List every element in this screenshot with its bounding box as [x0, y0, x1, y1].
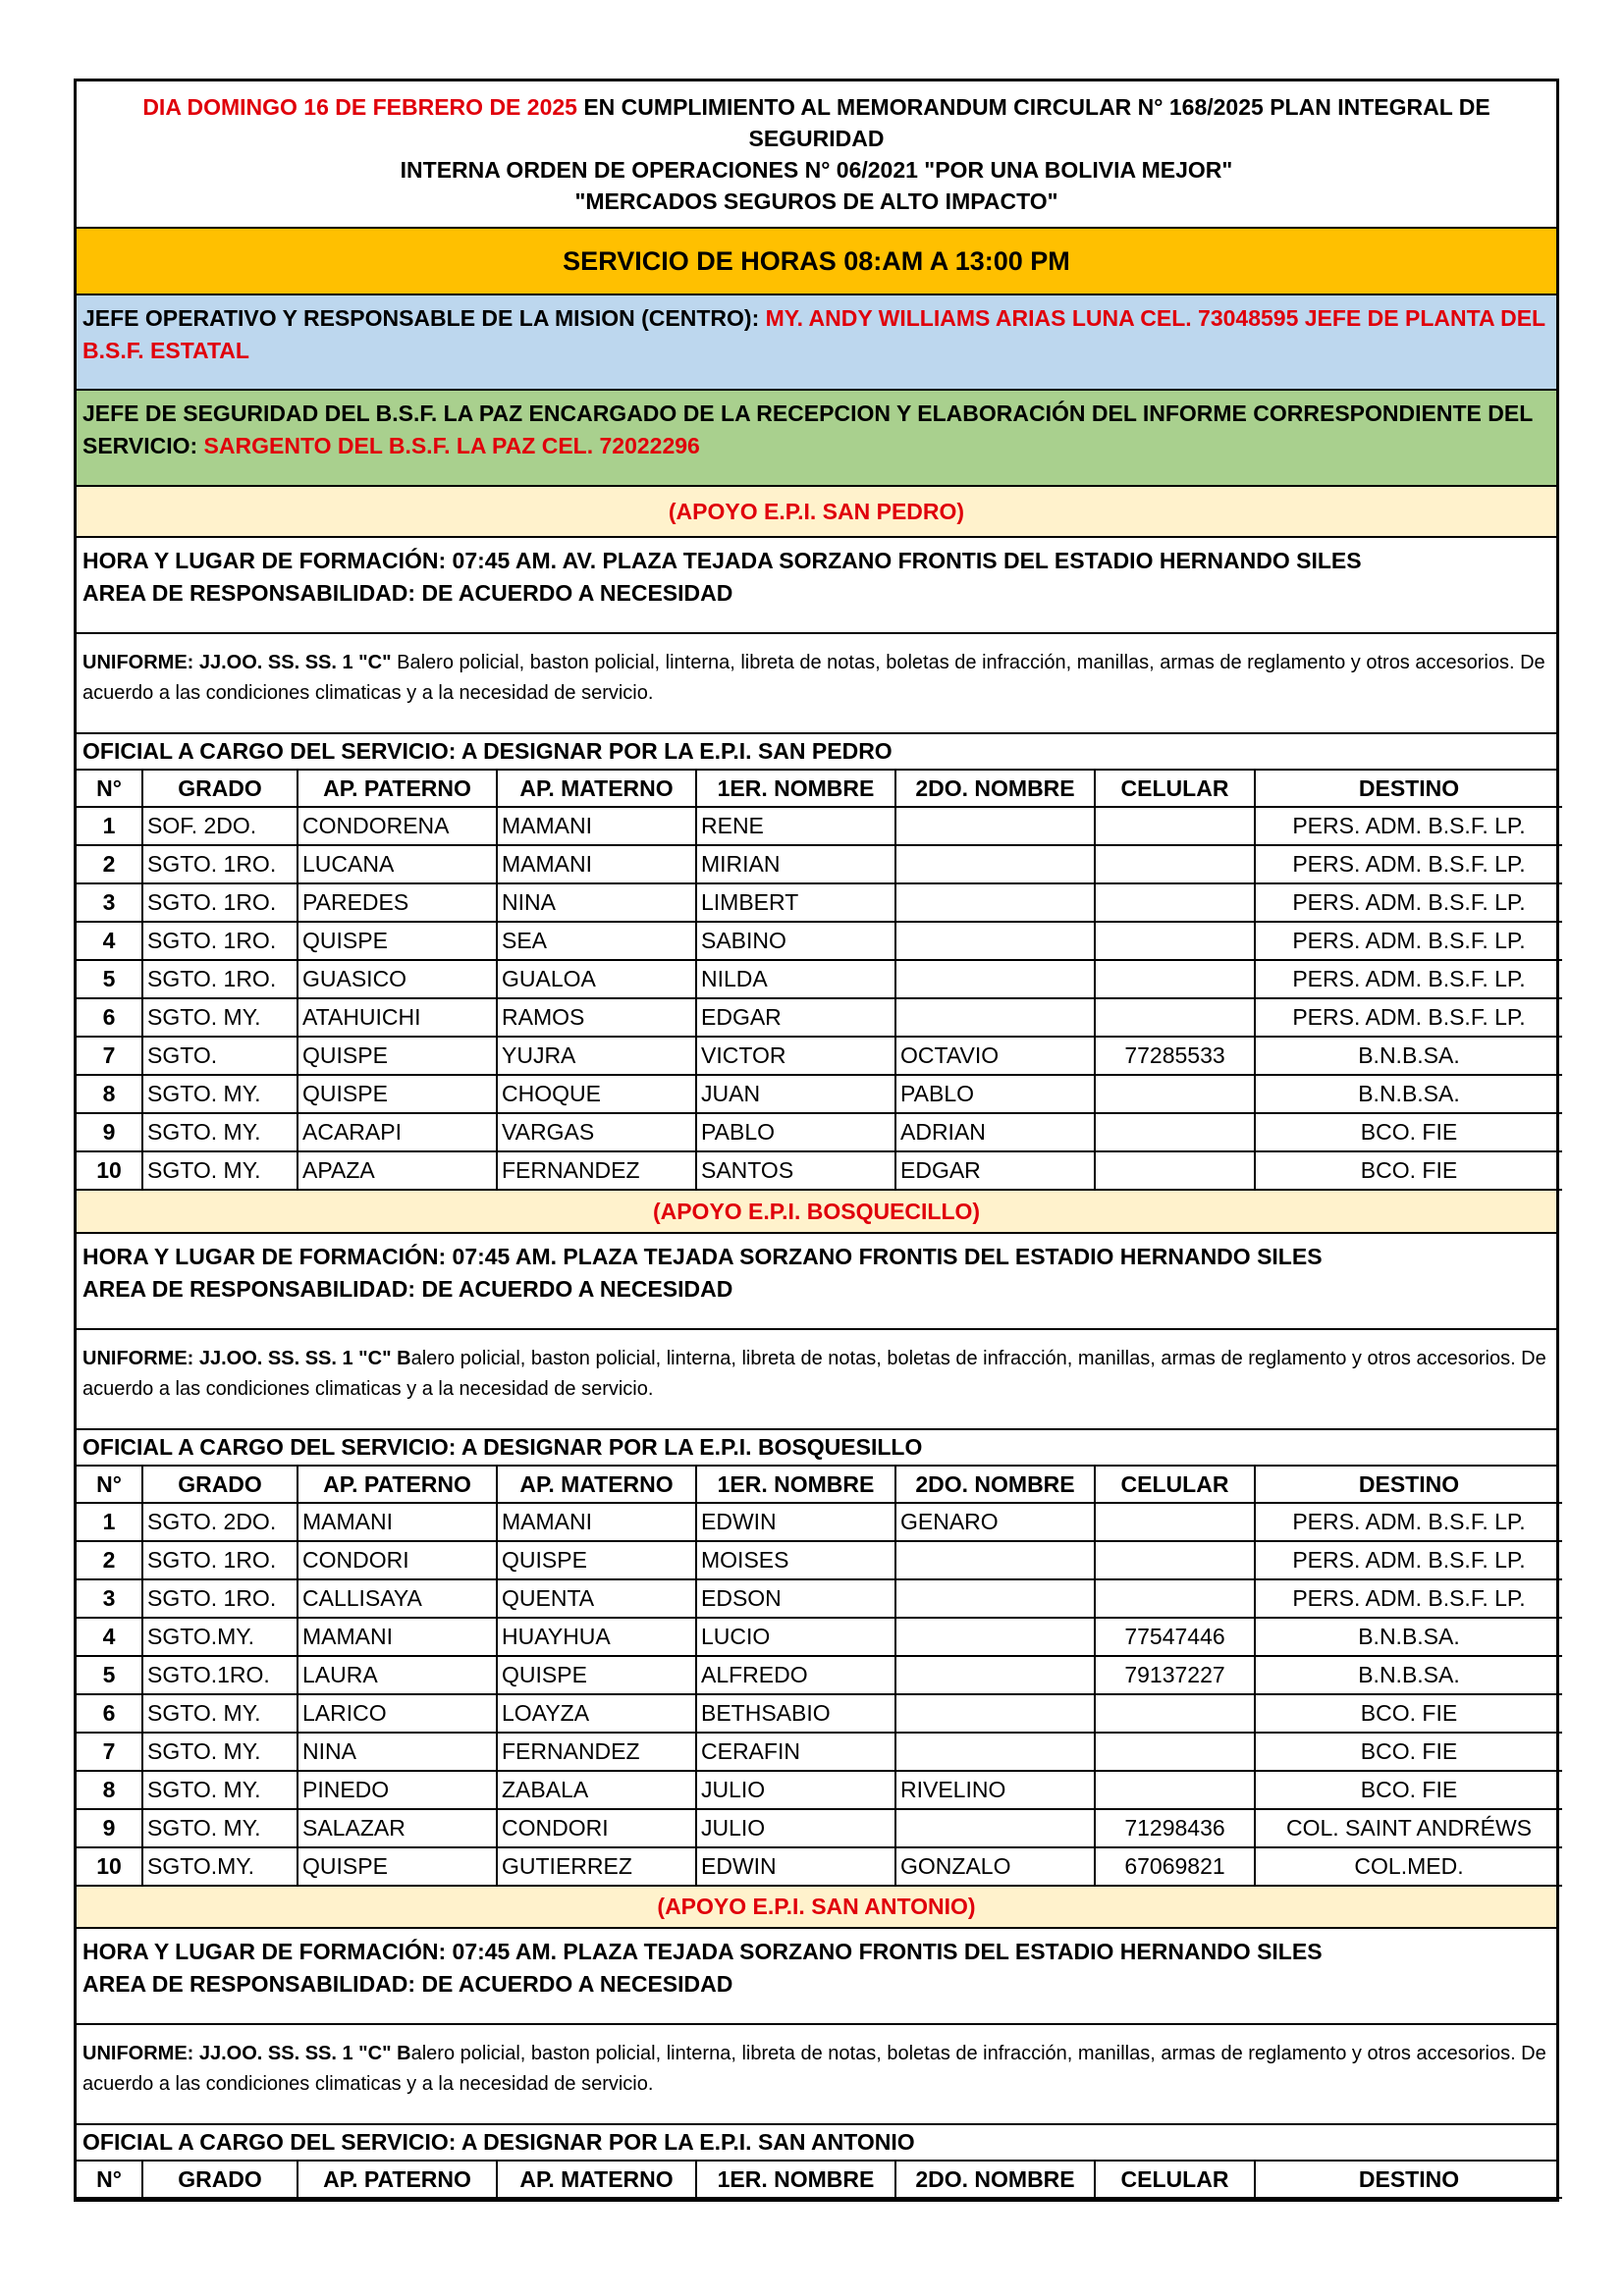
cell-second-name: GENARO	[895, 1503, 1095, 1541]
cell-phone	[1095, 1579, 1255, 1618]
cell-first-name: BETHSABIO	[696, 1694, 895, 1733]
cell-number: 8	[77, 1075, 142, 1113]
apoyo-header: (APOYO E.P.I. SAN PEDRO)	[77, 487, 1556, 538]
table-header-row	[77, 1467, 1562, 1503]
cell-number: 3	[77, 1579, 142, 1618]
cell-second-name	[895, 807, 1095, 845]
cell-first-name: JULIO	[696, 1771, 895, 1809]
column-header: CELULAR	[1095, 1467, 1255, 1503]
cell-grade: SGTO. 1RO.	[142, 845, 298, 883]
cell-last-name-maternal: NINA	[497, 883, 696, 922]
cell-grade: SGTO. 1RO.	[142, 1579, 298, 1618]
cell-grade: SGTO. 2DO.	[142, 1503, 298, 1541]
cell-grade: SGTO. MY.	[142, 1694, 298, 1733]
uniform-text: Balero policial, baston policial, linterna, libreta de notas, boletas de infracción, manillas, armas de reglamento y otros accesorios. De acuerdo a las condiciones climaticas y a la necesidad de servicio.	[82, 652, 1545, 704]
cell-second-name	[895, 845, 1095, 883]
table-row	[77, 845, 1562, 883]
cell-last-name-maternal: FERNANDEZ	[497, 1733, 696, 1771]
sections-container	[77, 487, 1556, 2199]
cell-first-name: EDWIN	[696, 1503, 895, 1541]
cell-second-name	[895, 922, 1095, 960]
cell-last-name-paternal: NINA	[298, 1733, 497, 1771]
column-header: AP. PATERNO	[298, 2162, 497, 2198]
cell-last-name-maternal: MAMANI	[497, 1503, 696, 1541]
column-header: 2DO. NOMBRE	[895, 1467, 1095, 1503]
cell-grade: SGTO. MY.	[142, 998, 298, 1037]
cell-last-name-paternal: QUISPE	[298, 1037, 497, 1075]
cell-last-name-maternal: GUTIERREZ	[497, 1847, 696, 1886]
table-row	[77, 1579, 1562, 1618]
table-header-row	[77, 771, 1562, 807]
cell-phone	[1095, 1503, 1255, 1541]
cell-last-name-paternal: CONDORI	[298, 1541, 497, 1579]
cell-phone	[1095, 998, 1255, 1037]
cell-grade: SGTO. 1RO.	[142, 883, 298, 922]
officer-in-charge: OFICIAL A CARGO DEL SERVICIO: A DESIGNAR POR LA E.P.I. SAN PEDRO	[77, 734, 1556, 771]
cell-number: 5	[77, 1656, 142, 1694]
service-hours-banner: SERVICIO DE HORAS 08:AM A 13:00 PM	[77, 229, 1556, 295]
cell-number: 9	[77, 1809, 142, 1847]
cell-phone	[1095, 1771, 1255, 1809]
uniform-label: UNIFORME: JJ.OO. SS. SS. 1 "C" B	[82, 1348, 411, 1369]
table-row	[77, 922, 1562, 960]
cell-destination: PERS. ADM. B.S.F. LP.	[1255, 922, 1562, 960]
cell-number: 2	[77, 1541, 142, 1579]
uniform-label: UNIFORME: JJ.OO. SS. SS. 1 "C" B	[82, 2043, 411, 2064]
column-header: 1ER. NOMBRE	[696, 771, 895, 807]
cell-phone: 71298436	[1095, 1809, 1255, 1847]
cell-phone	[1095, 807, 1255, 845]
cell-destination: PERS. ADM. B.S.F. LP.	[1255, 883, 1562, 922]
jefe-seguridad-row	[77, 391, 1556, 487]
formation-time-place: HORA Y LUGAR DE FORMACIÓN: 07:45 AM. PLAZA TEJADA SORZANO FRONTIS DEL ESTADIO HERNANDO SILES	[82, 1244, 1323, 1269]
table-row	[77, 960, 1562, 998]
jefe-seguridad-label: JEFE DE SEGURIDAD DEL B.S.F. LA PAZ ENCARGADO DE LA RECEPCION Y ELABORACIÓN DEL INFORME CORRESPONDIENTE DEL SERVICIO:	[82, 400, 1533, 458]
responsibility-area: AREA DE RESPONSABILIDAD: DE ACUERDO A NECESIDAD	[82, 580, 733, 606]
cell-second-name	[895, 1656, 1095, 1694]
cell-number: 1	[77, 1503, 142, 1541]
uniform-text: alero policial, baston policial, linterna, libreta de notas, boletas de infracción, manillas, armas de reglamento y otros accesorios. De acuerdo a las condiciones climaticas y a la necesidad de servicio.	[82, 2043, 1546, 2095]
header-memo: EN CUMPLIMIENTO AL MEMORANDUM CIRCULAR N° 168/2025 PLAN INTEGRAL DE SEGURIDAD	[576, 94, 1490, 151]
cell-last-name-paternal: SALAZAR	[298, 1809, 497, 1847]
cell-last-name-maternal: CONDORI	[497, 1809, 696, 1847]
cell-last-name-paternal: ATAHUICHI	[298, 998, 497, 1037]
cell-phone	[1095, 1075, 1255, 1113]
cell-second-name	[895, 1618, 1095, 1656]
column-header: DESTINO	[1255, 1467, 1562, 1503]
cell-second-name: EDGAR	[895, 1151, 1095, 1190]
cell-grade: SGTO.MY.	[142, 1618, 298, 1656]
cell-first-name: MIRIAN	[696, 845, 895, 883]
column-header: AP. MATERNO	[497, 771, 696, 807]
cell-first-name: NILDA	[696, 960, 895, 998]
cell-last-name-paternal: QUISPE	[298, 1075, 497, 1113]
table-row	[77, 1809, 1562, 1847]
column-header: DESTINO	[1255, 771, 1562, 807]
cell-last-name-maternal: HUAYHUA	[497, 1618, 696, 1656]
cell-phone	[1095, 1541, 1255, 1579]
personnel-table	[77, 1467, 1562, 1887]
column-header: GRADO	[142, 2162, 298, 2198]
cell-grade: SGTO.1RO.	[142, 1656, 298, 1694]
apoyo-header: (APOYO E.P.I. BOSQUECILLO)	[77, 1191, 1556, 1234]
column-header: GRADO	[142, 771, 298, 807]
column-header: N°	[77, 771, 142, 807]
cell-destination: COL.MED.	[1255, 1847, 1562, 1886]
cell-last-name-paternal: PAREDES	[298, 883, 497, 922]
table-row	[77, 1541, 1562, 1579]
cell-first-name: VICTOR	[696, 1037, 895, 1075]
formation-info	[77, 1234, 1556, 1330]
cell-last-name-paternal: LARICO	[298, 1694, 497, 1733]
cell-last-name-maternal: FERNANDEZ	[497, 1151, 696, 1190]
cell-second-name	[895, 1694, 1095, 1733]
table-row	[77, 883, 1562, 922]
cell-grade: SGTO. MY.	[142, 1809, 298, 1847]
cell-second-name	[895, 998, 1095, 1037]
cell-destination: PERS. ADM. B.S.F. LP.	[1255, 998, 1562, 1037]
cell-last-name-paternal: APAZA	[298, 1151, 497, 1190]
officer-in-charge: OFICIAL A CARGO DEL SERVICIO: A DESIGNAR POR LA E.P.I. BOSQUESILLO	[77, 1430, 1556, 1467]
column-header: 1ER. NOMBRE	[696, 2162, 895, 2198]
cell-phone	[1095, 1151, 1255, 1190]
cell-last-name-maternal: LOAYZA	[497, 1694, 696, 1733]
column-header: 1ER. NOMBRE	[696, 1467, 895, 1503]
cell-first-name: PABLO	[696, 1113, 895, 1151]
uniform-text: alero policial, baston policial, linterna, libreta de notas, boletas de infracción, manillas, armas de reglamento y otros accesorios. De acuerdo a las condiciones climaticas y a la necesidad de servicio.	[82, 1348, 1546, 1400]
column-header: CELULAR	[1095, 2162, 1255, 2198]
table-row	[77, 1847, 1562, 1886]
cell-grade: SGTO. MY.	[142, 1733, 298, 1771]
cell-destination: PERS. ADM. B.S.F. LP.	[1255, 1503, 1562, 1541]
cell-last-name-paternal: MAMANI	[298, 1618, 497, 1656]
cell-first-name: JULIO	[696, 1809, 895, 1847]
cell-destination: B.N.B.SA.	[1255, 1618, 1562, 1656]
column-header: N°	[77, 1467, 142, 1503]
column-header: AP. MATERNO	[497, 2162, 696, 2198]
table-row	[77, 1694, 1562, 1733]
cell-first-name: LIMBERT	[696, 883, 895, 922]
cell-destination: B.N.B.SA.	[1255, 1075, 1562, 1113]
cell-destination: BCO. FIE	[1255, 1113, 1562, 1151]
uniform-info	[77, 2025, 1556, 2125]
jefe-operativo-label: JEFE OPERATIVO Y RESPONSABLE DE LA MISION (CENTRO):	[82, 305, 766, 331]
table-row	[77, 1037, 1562, 1075]
cell-phone	[1095, 960, 1255, 998]
cell-last-name-maternal: GUALOA	[497, 960, 696, 998]
cell-last-name-paternal: CALLISAYA	[298, 1579, 497, 1618]
cell-last-name-maternal: QUISPE	[497, 1541, 696, 1579]
header-line-3: "MERCADOS SEGUROS DE ALTO IMPACTO"	[574, 188, 1058, 214]
cell-first-name: MOISES	[696, 1541, 895, 1579]
cell-first-name: LUCIO	[696, 1618, 895, 1656]
cell-last-name-paternal: LUCANA	[298, 845, 497, 883]
cell-second-name	[895, 1579, 1095, 1618]
document-sheet	[74, 79, 1559, 2202]
cell-destination: B.N.B.SA.	[1255, 1656, 1562, 1694]
cell-phone	[1095, 1733, 1255, 1771]
cell-second-name	[895, 883, 1095, 922]
cell-number: 4	[77, 1618, 142, 1656]
column-header: GRADO	[142, 1467, 298, 1503]
cell-second-name	[895, 1541, 1095, 1579]
cell-destination: PERS. ADM. B.S.F. LP.	[1255, 1541, 1562, 1579]
cell-phone: 77285533	[1095, 1037, 1255, 1075]
cell-destination: B.N.B.SA.	[1255, 1037, 1562, 1075]
cell-destination: BCO. FIE	[1255, 1694, 1562, 1733]
cell-number: 5	[77, 960, 142, 998]
cell-grade: SGTO. 1RO.	[142, 960, 298, 998]
cell-second-name	[895, 1733, 1095, 1771]
cell-number: 7	[77, 1733, 142, 1771]
cell-first-name: EDWIN	[696, 1847, 895, 1886]
table-row	[77, 1113, 1562, 1151]
uniform-label: UNIFORME: JJ.OO. SS. SS. 1 "C"	[82, 652, 392, 673]
cell-last-name-maternal: SEA	[497, 922, 696, 960]
column-header: AP. MATERNO	[497, 1467, 696, 1503]
formation-time-place: HORA Y LUGAR DE FORMACIÓN: 07:45 AM. PLAZA TEJADA SORZANO FRONTIS DEL ESTADIO HERNANDO SILES	[82, 1939, 1323, 1964]
cell-destination: BCO. FIE	[1255, 1151, 1562, 1190]
table-row	[77, 1151, 1562, 1190]
cell-phone	[1095, 1694, 1255, 1733]
table-row	[77, 1503, 1562, 1541]
header-date: DIA DOMINGO 16 DE FEBRERO DE 2025	[142, 94, 577, 120]
cell-number: 6	[77, 998, 142, 1037]
cell-last-name-paternal: MAMANI	[298, 1503, 497, 1541]
header-line-2: INTERNA ORDEN DE OPERACIONES N° 06/2021 "POR UNA BOLIVIA MEJOR"	[400, 157, 1233, 183]
cell-last-name-maternal: ZABALA	[497, 1771, 696, 1809]
cell-last-name-maternal: MAMANI	[497, 807, 696, 845]
apoyo-header: (APOYO E.P.I. SAN ANTONIO)	[77, 1887, 1556, 1929]
cell-number: 9	[77, 1113, 142, 1151]
cell-destination: PERS. ADM. B.S.F. LP.	[1255, 960, 1562, 998]
column-header: N°	[77, 2162, 142, 2198]
jefe-operativo-value: MY. ANDY WILLIAMS ARIAS LUNA CEL. 73048595 JEFE DE PLANTA DEL B.S.F. ESTATAL	[82, 305, 1545, 363]
table-row	[77, 807, 1562, 845]
cell-number: 3	[77, 883, 142, 922]
cell-grade: SGTO. 1RO.	[142, 922, 298, 960]
table-row	[77, 998, 1562, 1037]
cell-grade: SGTO. MY.	[142, 1151, 298, 1190]
cell-first-name: EDGAR	[696, 998, 895, 1037]
column-header: CELULAR	[1095, 771, 1255, 807]
cell-phone	[1095, 922, 1255, 960]
table-row	[77, 1733, 1562, 1771]
column-header: 2DO. NOMBRE	[895, 2162, 1095, 2198]
cell-first-name: SANTOS	[696, 1151, 895, 1190]
jefe-operativo-row	[77, 295, 1556, 391]
document-header	[77, 81, 1556, 229]
cell-second-name: GONZALO	[895, 1847, 1095, 1886]
column-header: 2DO. NOMBRE	[895, 771, 1095, 807]
officer-in-charge: OFICIAL A CARGO DEL SERVICIO: A DESIGNAR POR LA E.P.I. SAN ANTONIO	[77, 2125, 1556, 2162]
table-row	[77, 1771, 1562, 1809]
cell-phone: 79137227	[1095, 1656, 1255, 1694]
column-header: AP. PATERNO	[298, 771, 497, 807]
cell-last-name-paternal: GUASICO	[298, 960, 497, 998]
cell-second-name: OCTAVIO	[895, 1037, 1095, 1075]
formation-info	[77, 1929, 1556, 2025]
cell-last-name-paternal: PINEDO	[298, 1771, 497, 1809]
cell-phone	[1095, 883, 1255, 922]
personnel-table	[77, 771, 1562, 1191]
cell-number: 10	[77, 1151, 142, 1190]
cell-grade: SGTO. MY.	[142, 1075, 298, 1113]
jefe-seguridad-value: SARGENTO DEL B.S.F. LA PAZ CEL. 72022296	[203, 433, 700, 458]
cell-last-name-maternal: QUENTA	[497, 1579, 696, 1618]
cell-grade: SGTO. MY.	[142, 1113, 298, 1151]
table-header-row	[77, 2162, 1562, 2198]
cell-last-name-maternal: RAMOS	[497, 998, 696, 1037]
cell-grade: SGTO.	[142, 1037, 298, 1075]
cell-first-name: RENE	[696, 807, 895, 845]
cell-destination: PERS. ADM. B.S.F. LP.	[1255, 807, 1562, 845]
cell-grade: SGTO. MY.	[142, 1771, 298, 1809]
header-line-1	[77, 91, 1556, 154]
cell-last-name-paternal: CONDORENA	[298, 807, 497, 845]
cell-number: 8	[77, 1771, 142, 1809]
cell-grade: SOF. 2DO.	[142, 807, 298, 845]
column-header: DESTINO	[1255, 2162, 1562, 2198]
cell-last-name-paternal: ACARAPI	[298, 1113, 497, 1151]
cell-second-name: PABLO	[895, 1075, 1095, 1113]
table-row	[77, 1656, 1562, 1694]
uniform-info	[77, 634, 1556, 734]
cell-phone	[1095, 845, 1255, 883]
table-row	[77, 1075, 1562, 1113]
cell-second-name: ADRIAN	[895, 1113, 1095, 1151]
responsibility-area: AREA DE RESPONSABILIDAD: DE ACUERDO A NECESIDAD	[82, 1276, 733, 1302]
cell-last-name-paternal: QUISPE	[298, 1847, 497, 1886]
cell-destination: PERS. ADM. B.S.F. LP.	[1255, 845, 1562, 883]
cell-phone: 77547446	[1095, 1618, 1255, 1656]
cell-destination: PERS. ADM. B.S.F. LP.	[1255, 1579, 1562, 1618]
cell-number: 1	[77, 807, 142, 845]
formation-time-place: HORA Y LUGAR DE FORMACIÓN: 07:45 AM. AV. PLAZA TEJADA SORZANO FRONTIS DEL ESTADIO HERNANDO SILES	[82, 548, 1362, 573]
cell-last-name-maternal: CHOQUE	[497, 1075, 696, 1113]
cell-first-name: JUAN	[696, 1075, 895, 1113]
cell-grade: SGTO. 1RO.	[142, 1541, 298, 1579]
cell-first-name: ALFREDO	[696, 1656, 895, 1694]
cell-last-name-maternal: QUISPE	[497, 1656, 696, 1694]
cell-last-name-maternal: MAMANI	[497, 845, 696, 883]
cell-grade: SGTO.MY.	[142, 1847, 298, 1886]
cell-number: 10	[77, 1847, 142, 1886]
cell-destination: BCO. FIE	[1255, 1733, 1562, 1771]
responsibility-area: AREA DE RESPONSABILIDAD: DE ACUERDO A NECESIDAD	[82, 1971, 733, 1997]
cell-number: 2	[77, 845, 142, 883]
cell-destination: BCO. FIE	[1255, 1771, 1562, 1809]
cell-first-name: EDSON	[696, 1579, 895, 1618]
cell-last-name-paternal: LAURA	[298, 1656, 497, 1694]
cell-second-name	[895, 1809, 1095, 1847]
cell-last-name-maternal: YUJRA	[497, 1037, 696, 1075]
cell-number: 7	[77, 1037, 142, 1075]
column-header: AP. PATERNO	[298, 1467, 497, 1503]
cell-second-name	[895, 960, 1095, 998]
cell-second-name: RIVELINO	[895, 1771, 1095, 1809]
cell-phone	[1095, 1113, 1255, 1151]
cell-number: 6	[77, 1694, 142, 1733]
cell-phone: 67069821	[1095, 1847, 1255, 1886]
cell-first-name: SABINO	[696, 922, 895, 960]
personnel-table	[77, 2162, 1562, 2199]
cell-number: 4	[77, 922, 142, 960]
cell-destination: COL. SAINT ANDRÉWS	[1255, 1809, 1562, 1847]
uniform-info	[77, 1330, 1556, 1430]
table-row	[77, 1618, 1562, 1656]
cell-last-name-maternal: VARGAS	[497, 1113, 696, 1151]
cell-last-name-paternal: QUISPE	[298, 922, 497, 960]
cell-first-name: CERAFIN	[696, 1733, 895, 1771]
formation-info	[77, 538, 1556, 634]
